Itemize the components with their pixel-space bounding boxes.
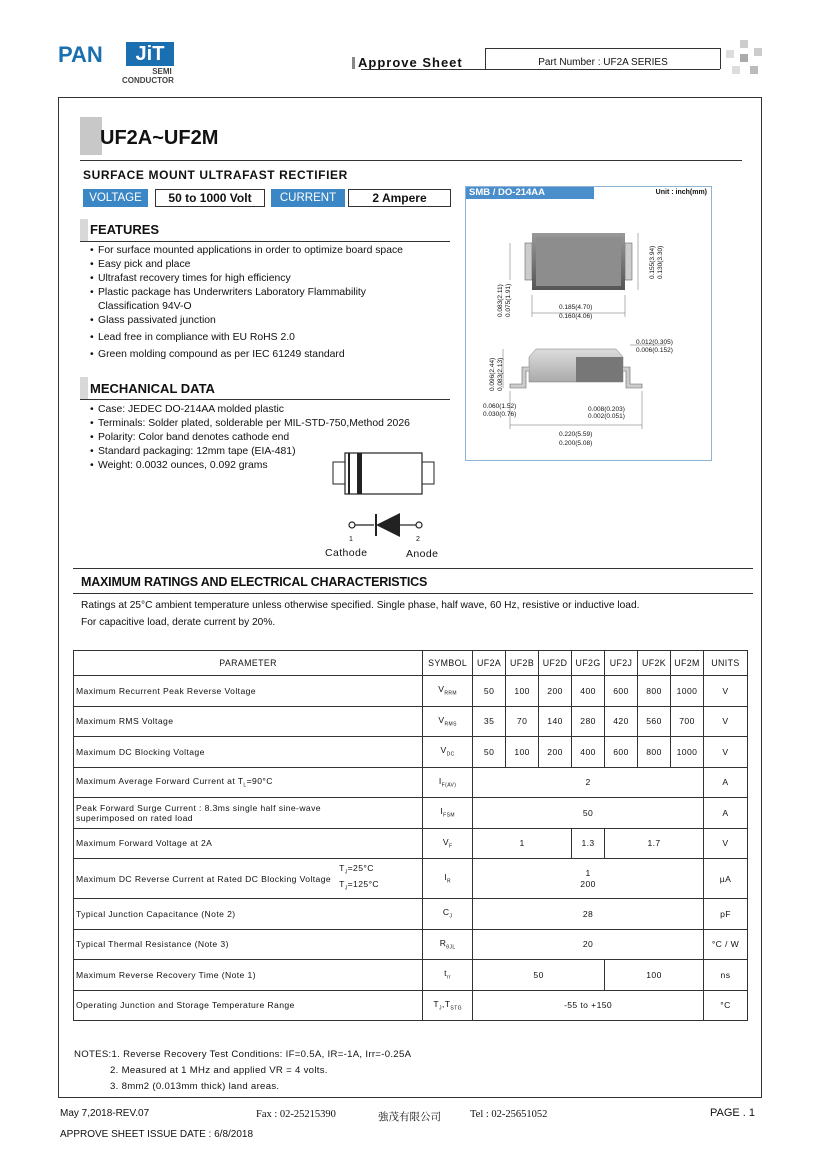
cathode-label: Cathode xyxy=(325,547,368,559)
feature-item-continuation xyxy=(90,300,403,314)
value-cell: 1.3 xyxy=(572,828,605,859)
dim-lead-min: 0.075(1.91) xyxy=(505,283,512,317)
product-subtitle: SURFACE MOUNT ULTRAFAST RECTIFIER xyxy=(83,168,348,182)
table-row xyxy=(74,990,748,1021)
value-cell: 200 xyxy=(539,676,572,707)
approve-sheet-label: Approve Sheet xyxy=(358,55,463,70)
temp2-subscript: J xyxy=(344,885,348,892)
temp1-subscript: J xyxy=(344,869,348,876)
value-cell: 50 xyxy=(473,737,506,768)
value-125c: 200 xyxy=(580,878,596,889)
part-number-box: Part Number : UF2A SERIES xyxy=(485,48,721,69)
value-cell: 1000 xyxy=(671,737,704,768)
value-cell: 400 xyxy=(572,737,605,768)
table-row xyxy=(74,929,748,960)
footer-date: May 7,2018-REV.07 xyxy=(60,1108,150,1119)
table-row xyxy=(74,676,748,707)
ratings-bottom-rule xyxy=(73,593,753,594)
symbol-cell xyxy=(423,960,473,991)
param-text-line2: superimposed on rated load xyxy=(76,812,193,823)
value-cell: 35 xyxy=(473,706,506,737)
dim-height-min: 0.130(3.30) xyxy=(657,245,664,279)
features-list xyxy=(90,244,403,362)
ratings-note-1: Ratings at 25°C ambient temperature unless otherwise specified. Single phase, half wave, 60 Hz, resistive or inductive load. xyxy=(81,600,640,611)
symbol-text: I xyxy=(444,872,448,883)
dim-gap-min: 0.002(0.051) xyxy=(588,413,625,420)
symbol-subscript: F xyxy=(448,843,453,850)
symbol-subscript-2: STG xyxy=(450,1005,462,1012)
table-row xyxy=(74,899,748,930)
unit-cell: ns xyxy=(703,960,747,991)
table-row xyxy=(74,859,748,899)
unit-cell: A xyxy=(703,767,747,798)
symbol-text: I xyxy=(438,775,442,786)
page-title: UF2A~UF2M xyxy=(100,127,219,149)
value-cell: 140 xyxy=(539,706,572,737)
dim-thick-max: 0.012(0.305) xyxy=(636,339,673,346)
footer-rule xyxy=(58,1097,762,1098)
symbol-cell xyxy=(423,767,473,798)
title-rule xyxy=(80,160,742,161)
param-cell: Maximum Forward Voltage at 2A xyxy=(74,828,423,859)
value-cell: 1000 xyxy=(671,676,704,707)
symbol-subscript: F(AV) xyxy=(441,782,457,789)
dim-width-max: 0.185(4.70) xyxy=(559,304,593,311)
symbol-text: V xyxy=(438,714,445,725)
table-row xyxy=(74,706,748,737)
logo-conductor-text: CONDUCTOR xyxy=(122,76,174,85)
table-row xyxy=(74,767,748,798)
col-header: UF2A xyxy=(473,651,506,676)
symbol-text: C xyxy=(442,907,450,918)
table-header-row xyxy=(74,651,748,676)
feature-item: • Glass passivated junction xyxy=(90,314,403,328)
temp1-symbol: T xyxy=(339,862,345,873)
value-cell: 100 xyxy=(506,737,539,768)
col-header: UF2D xyxy=(539,651,572,676)
unit-cell: V xyxy=(703,737,747,768)
mechanical-bar xyxy=(80,377,88,399)
symbol-cell xyxy=(423,706,473,737)
feature-item: • Easy pick and place xyxy=(90,258,403,272)
feature-continuation-text: Classification 94V-O xyxy=(98,301,192,312)
title-tab xyxy=(80,117,102,155)
value-cell: -55 to +150 xyxy=(473,990,704,1021)
dim-foot-max: 0.060(1.52) xyxy=(483,403,517,410)
symbol-text: I xyxy=(440,806,444,817)
symbol-text: t xyxy=(444,968,447,979)
mechanical-item: • Polarity: Color band denotes cathode end xyxy=(90,431,410,445)
mechanical-item: • Standard packaging: 12mm tape (EIA-481) xyxy=(90,445,410,459)
dim-width-min: 0.160(4.06) xyxy=(559,313,593,320)
symbol-subscript: RRM xyxy=(444,691,457,698)
footer-company: 強茂有限公司 xyxy=(378,1112,441,1123)
decorative-squares-icon xyxy=(726,40,762,76)
value-cell: 600 xyxy=(605,737,638,768)
symbol-cell xyxy=(423,737,473,768)
symbol-subscript: R xyxy=(447,878,452,885)
param-cell: Operating Junction and Storage Temperature Range xyxy=(74,990,423,1021)
symbol-subscript: J xyxy=(449,914,453,921)
value-cell: 28 xyxy=(473,899,704,930)
note-2: 2. Measured at 1 MHz and applied VR = 4 volts. xyxy=(110,1065,328,1076)
note-1: NOTES:1. Reverse Recovery Test Conditions: IF=0.5A, IR=-1A, Irr=-0.25A xyxy=(74,1049,412,1060)
param-cell: Maximum DC Blocking Voltage xyxy=(74,737,423,768)
dim-side-max: 0.096(2.44) xyxy=(489,357,496,391)
value-cell: 20 xyxy=(473,929,704,960)
symbol-text: V xyxy=(440,745,447,756)
unit-cell: °C xyxy=(703,990,747,1021)
dim-overall-max: 0.220(5.59) xyxy=(559,431,593,438)
feature-item: • Lead free in compliance with EU RoHS 2.0 xyxy=(90,331,403,345)
symbol-text: V xyxy=(442,836,449,847)
param-text: Maximum DC Reverse Current at Rated DC Blocking Voltage xyxy=(76,873,332,884)
value-cell: 1 xyxy=(473,828,572,859)
footer-issue-date: APPROVE SHEET ISSUE DATE : 6/8/2018 xyxy=(60,1129,254,1140)
value-cell: 2 xyxy=(473,767,704,798)
symbol-text: V xyxy=(438,684,445,695)
dim-lead-max: 0.083(2.11) xyxy=(497,284,504,317)
symbol-cell xyxy=(423,899,473,930)
mechanical-rule xyxy=(80,399,450,400)
symbol-subscript: FSM xyxy=(443,813,455,820)
mechanical-heading: MECHANICAL DATA xyxy=(90,381,215,396)
symbol-subscript: J xyxy=(439,1005,442,1012)
feature-item: • For surface mounted applications in order to optimize board space xyxy=(90,244,403,258)
symbol-cell xyxy=(423,676,473,707)
dim-gap-max: 0.008(0.203) xyxy=(588,406,625,413)
value-cell: 1.7 xyxy=(605,828,704,859)
features-heading: FEATURES xyxy=(90,222,160,237)
symbol-cell xyxy=(423,929,473,960)
features-rule xyxy=(80,241,450,242)
col-header: PARAMETER xyxy=(74,651,423,676)
value-cell: 280 xyxy=(572,706,605,737)
unit-cell: µA xyxy=(703,859,747,899)
pin2-label: 2 xyxy=(416,536,420,543)
col-header: UF2J xyxy=(605,651,638,676)
package-unit-label: Unit : inch(mm) xyxy=(655,189,707,196)
symbol-cell xyxy=(423,798,473,829)
value-cell: 420 xyxy=(605,706,638,737)
param-text-line1: Peak Forward Surge Current : 8.3ms single half sine-wave xyxy=(76,802,321,813)
col-header: UF2K xyxy=(638,651,671,676)
value-cell: 100 xyxy=(506,676,539,707)
ratings-top-rule xyxy=(73,568,753,569)
feature-item: • Ultrafast recovery times for high efficiency xyxy=(90,272,403,286)
table-row xyxy=(74,960,748,991)
feature-item: • Plastic package has Underwriters Laboratory Flammability xyxy=(90,286,403,300)
footer-fax: Fax : 02-25215390 xyxy=(256,1109,336,1120)
col-header: UF2B xyxy=(506,651,539,676)
col-header: UF2M xyxy=(671,651,704,676)
feature-item: • Green molding compound as per IEC 61249 standard xyxy=(90,348,403,362)
notes-block xyxy=(74,1047,411,1095)
param-cell xyxy=(74,767,423,798)
footer-page: PAGE . 1 xyxy=(710,1107,756,1119)
package-dimension-drawing-icon xyxy=(466,187,713,462)
table-row xyxy=(74,828,748,859)
value-cell: 800 xyxy=(638,676,671,707)
symbol-subscript: RMS xyxy=(444,721,457,728)
unit-cell: pF xyxy=(703,899,747,930)
current-label: CURRENT xyxy=(271,189,345,207)
value-cell: 50 xyxy=(473,798,704,829)
features-bar xyxy=(80,219,88,241)
dim-side-min: 0.083(2.13) xyxy=(497,357,504,391)
ratings-heading: MAXIMUM RATINGS AND ELECTRICAL CHARACTERISTICS xyxy=(81,575,428,589)
value-cell: 800 xyxy=(638,737,671,768)
symbol-cell xyxy=(423,990,473,1021)
mechanical-item: • Terminals: Solder plated, solderable per MIL-STD-750,Method 2026 xyxy=(90,417,410,431)
unit-cell: V xyxy=(703,676,747,707)
ratings-note-2: For capacitive load, derate current by 20%. xyxy=(81,617,276,628)
param-cell xyxy=(74,798,423,829)
temp1-value: =25°C xyxy=(347,862,374,873)
voltage-label: VOLTAGE xyxy=(83,189,148,207)
temp2-value: =125°C xyxy=(347,878,380,889)
param-cell: Typical Thermal Resistance (Note 3) xyxy=(74,929,423,960)
param-cell: Typical Junction Capacitance (Note 2) xyxy=(74,899,423,930)
dim-foot-min: 0.030(0.76) xyxy=(483,411,517,418)
mechanical-item: • Case: JEDEC DO-214AA molded plastic xyxy=(90,403,410,417)
col-header: UF2G xyxy=(572,651,605,676)
value-cell: 70 xyxy=(506,706,539,737)
value-cell xyxy=(473,859,704,899)
ratings-table xyxy=(73,650,748,1021)
col-header: UNITS xyxy=(703,651,747,676)
param-cell: Maximum RMS Voltage xyxy=(74,706,423,737)
param-cell: Maximum Recurrent Peak Reverse Voltage xyxy=(74,676,423,707)
pin1-label: 1 xyxy=(349,536,353,543)
unit-cell: V xyxy=(703,706,747,737)
voltage-value: 50 to 1000 Volt xyxy=(155,189,265,207)
param-subscript: L xyxy=(243,782,247,789)
temp-conditions xyxy=(339,863,379,894)
col-header: SYMBOL xyxy=(423,651,473,676)
dim-overall-min: 0.200(5.08) xyxy=(559,440,593,447)
value-25c: 1 xyxy=(585,867,591,878)
mechanical-item: • Weight: 0.0032 ounces, 0.092 grams xyxy=(90,459,410,473)
logo-pan-text: PAN xyxy=(58,42,103,67)
logo-jit-text: JiT xyxy=(126,42,174,66)
param-cell: Maximum Reverse Recovery Time (Note 1) xyxy=(74,960,423,991)
table-row xyxy=(74,737,748,768)
package-top-view-icon xyxy=(326,450,446,510)
symbol-cell xyxy=(423,828,473,859)
dim-thick-min: 0.006(0.152) xyxy=(636,347,673,354)
table-row xyxy=(74,798,748,829)
value-cell: 200 xyxy=(539,737,572,768)
value-cell: 50 xyxy=(473,960,605,991)
symbol-subscript: rr xyxy=(446,975,452,982)
value-cell: 100 xyxy=(605,960,704,991)
param-cell xyxy=(74,859,423,899)
logo-semi-text: SEMI xyxy=(152,67,172,76)
param-text-tail: =90°C xyxy=(246,775,273,786)
param-text: Maximum Average Forward Current at T xyxy=(76,775,244,786)
value-cell: 600 xyxy=(605,676,638,707)
package-type-tag: SMB / DO-214AA xyxy=(466,187,594,199)
value-cell: 50 xyxy=(473,676,506,707)
company-logo xyxy=(58,42,178,86)
symbol-subscript: θJL xyxy=(446,944,456,951)
unit-cell: V xyxy=(703,828,747,859)
value-cell: 560 xyxy=(638,706,671,737)
symbol-text: T xyxy=(433,998,440,1009)
dim-height-max: 0.155(3.94) xyxy=(649,245,656,279)
unit-cell: A xyxy=(703,798,747,829)
unit-cell: °C / W xyxy=(703,929,747,960)
current-value: 2 Ampere xyxy=(348,189,451,207)
temp2-symbol: T xyxy=(339,878,345,889)
symbol-text-2: ,T xyxy=(441,998,451,1009)
note-3: 3. 8mm2 (0.013mm thick) land areas. xyxy=(110,1081,280,1092)
symbol-text: R xyxy=(439,937,447,948)
footer-tel: Tel : 02-25651052 xyxy=(470,1109,548,1120)
value-cell: 700 xyxy=(671,706,704,737)
anode-label: Anode xyxy=(406,548,439,560)
value-cell: 400 xyxy=(572,676,605,707)
symbol-cell xyxy=(423,859,473,899)
package-outline-box xyxy=(465,186,712,461)
symbol-subscript: DC xyxy=(446,752,455,759)
